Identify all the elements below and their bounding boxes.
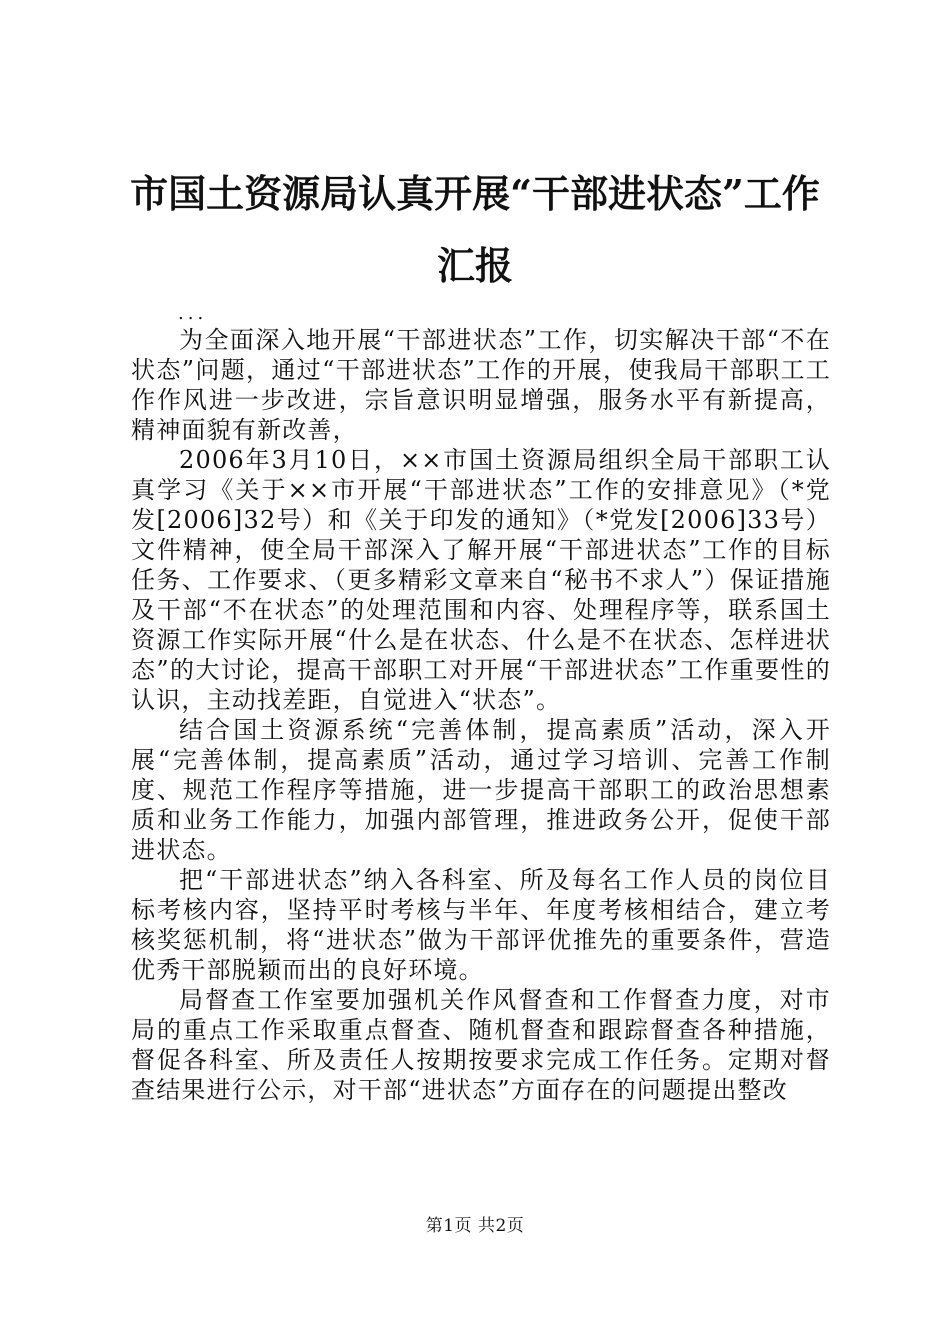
document-title: 市国土资源局认真开展“干部进状态”工作汇报 bbox=[130, 171, 820, 288]
paragraph-3: 结合国土资源系统“完善体制，提高素质”活动，深入开展“完善体制，提高素质”活动，通过学习培训、完善工作制度、规范工作程序等措施，进一步提高干部职工的政治思想素质和业务工作能力，加强内部管理，推进政务公开，促使干部进状态。 bbox=[131, 716, 831, 864]
document-body bbox=[131, 325, 831, 1105]
paragraph-1: 为全面深入地开展“干部进状态”工作，切实解决干部“不在状态”问题，通过“干部进状态”工作的开展，使我局干部职工工作作风进一步改进，宗旨意识明显增强，服务水平有新提高，精神面貌有新改善， bbox=[131, 326, 831, 444]
page-footer: 第1页 共2页 bbox=[425, 1216, 525, 1236]
ellipsis-text: ... bbox=[178, 303, 208, 324]
paragraph-4: 把“干部进状态”纳入各科室、所及每名工作人员的岗位目标考核内容，坚持平时考核与半年、年度考核相结合，建立考核奖惩机制，将“进状态”做为干部评优推先的重要条件，营造优秀干部脱颖而出的良好环境。 bbox=[131, 866, 831, 984]
paragraph-2: 2006年3月10日，××市国土资源局组织全局干部职工认真学习《关于××市开展“干部进状态”工作的安排意见》（*党发[2006]32号）和《关于印发的通知》（*党发[2006]33号）文件精神，使全局干部深入了解开展“干部进状态”工作的目标任务、工作要求、（更多精彩文章来自“秘书不求人”）保证措施及干部“不在状态”的处理范围和内容、处理程序等，联系国土资源工作实际开展“什么是在状态、什么是不在状态、怎样进状态”的大讨论，提高干部职工对开展“干部进状态”工作重要性的认识，主动找差距，自觉进入“状态”。 bbox=[131, 446, 831, 714]
paragraph-5: 局督查工作室要加强机关作风督查和工作督查力度，对市局的重点工作采取重点督查、随机督查和跟踪督查各种措施，督促各科室、所及责任人按期按要求完成工作任务。定期对督查结果进行公示，对干部“进状态”方面存在的问题提出整改 bbox=[131, 986, 831, 1104]
